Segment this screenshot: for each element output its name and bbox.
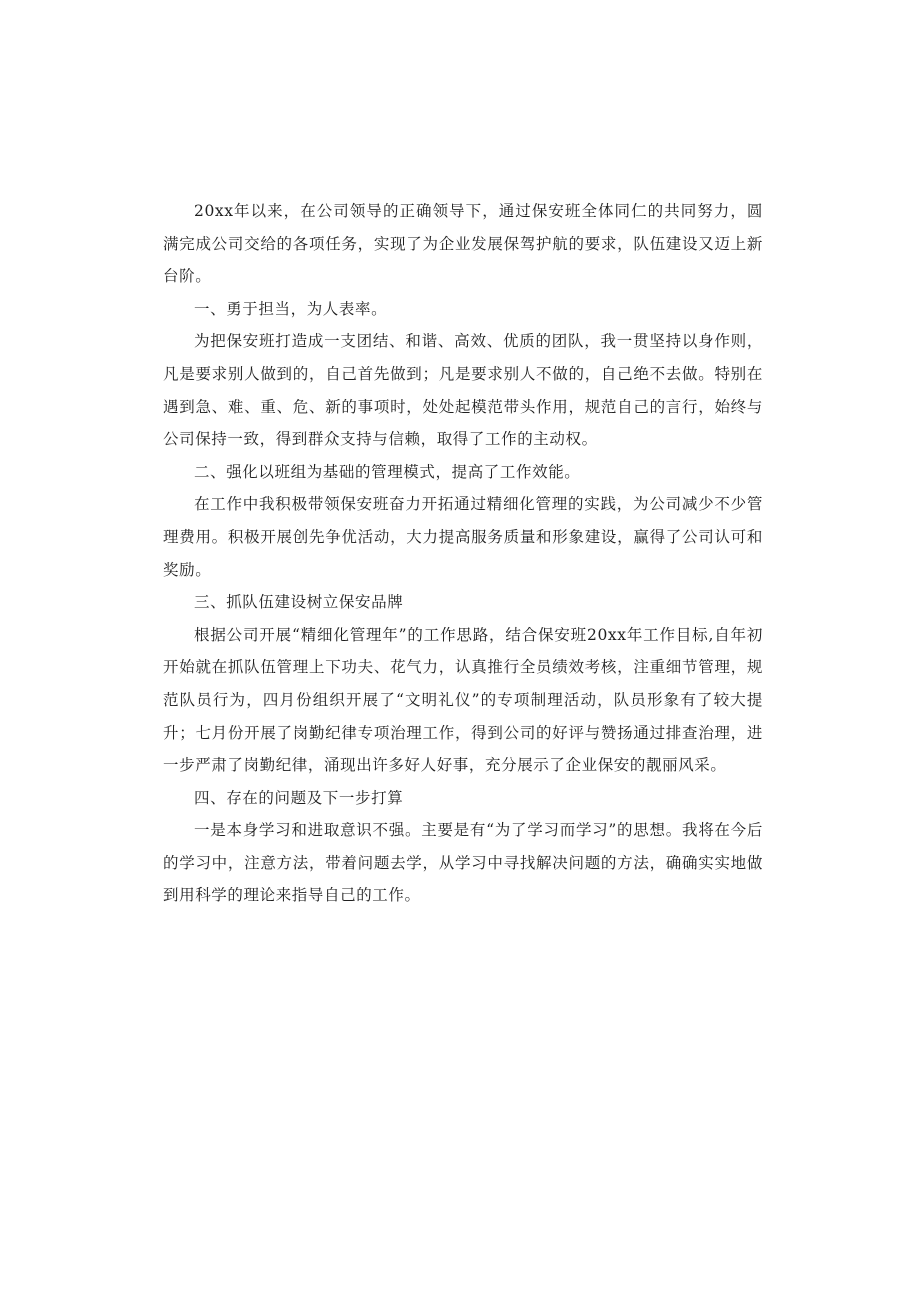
section-heading-1: 一、勇于担当，为人表率。 [194, 299, 388, 318]
section-heading-2: 二、强化以班组为基础的管理模式，提高了工作效能。 [194, 462, 581, 481]
section-3-paragraph: 根据公司开展“精细化管理年”的工作思路，结合保安班20xx年工作目标,自年初开始就在抓队伍管理上下功夫、花气力，认真推行全员绩效考核，注重细节管理，规范队员行为，四月份组织开展了“文明礼仪”的专项制理活动，队员形象有了较大提升；七月份开展了岗勤纪律专项治理工作，得到公司的好评与赞扬通过排查治理，进一步严肃了岗勤纪律，涌现出许多好人好事，充分展示了企业保安的靓丽风采。 [163, 625, 763, 775]
document-body [163, 195, 763, 912]
intro-paragraph: 20xx年以来，在公司领导的正确领导下，通过保安班全体同仁的共同努力，圆满完成公司交给的各项任务，实现了为企业发展保驾护航的要求，队伍建设又迈上新台阶。 [163, 202, 763, 286]
section-4-paragraph: 一是本身学习和进取意识不强。主要是有“为了学习而学习”的思想。我将在今后的学习中，注意方法，带着问题去学，从学习中寻找解决问题的方法，确确实实地做到用科学的理论来指导自己的工作。 [163, 821, 763, 905]
section-heading-3: 三、抓队伍建设树立保安品牌 [194, 593, 404, 612]
section-1-paragraph: 为把保安班打造成一支团结、和谐、高效、优质的团队，我一贯坚持以身作则，凡是要求别人做到的，自己首先做到；凡是要求别人不做的，自己绝不去做。特别在遇到急、难、重、危、新的事项时，处处起模范带头作用，规范自己的言行，始终与公司保持一致，得到群众支持与信赖，取得了工作的主动权。 [163, 332, 763, 449]
section-heading-4: 四、存在的问题及下一步打算 [194, 788, 404, 807]
section-2-paragraph: 在工作中我积极带领保安班奋力开拓通过精细化管理的实践，为公司减少不少管理费用。积极开展创先争优活动，大力提高服务质量和形象建设，赢得了公司认可和奖励。 [163, 495, 763, 579]
